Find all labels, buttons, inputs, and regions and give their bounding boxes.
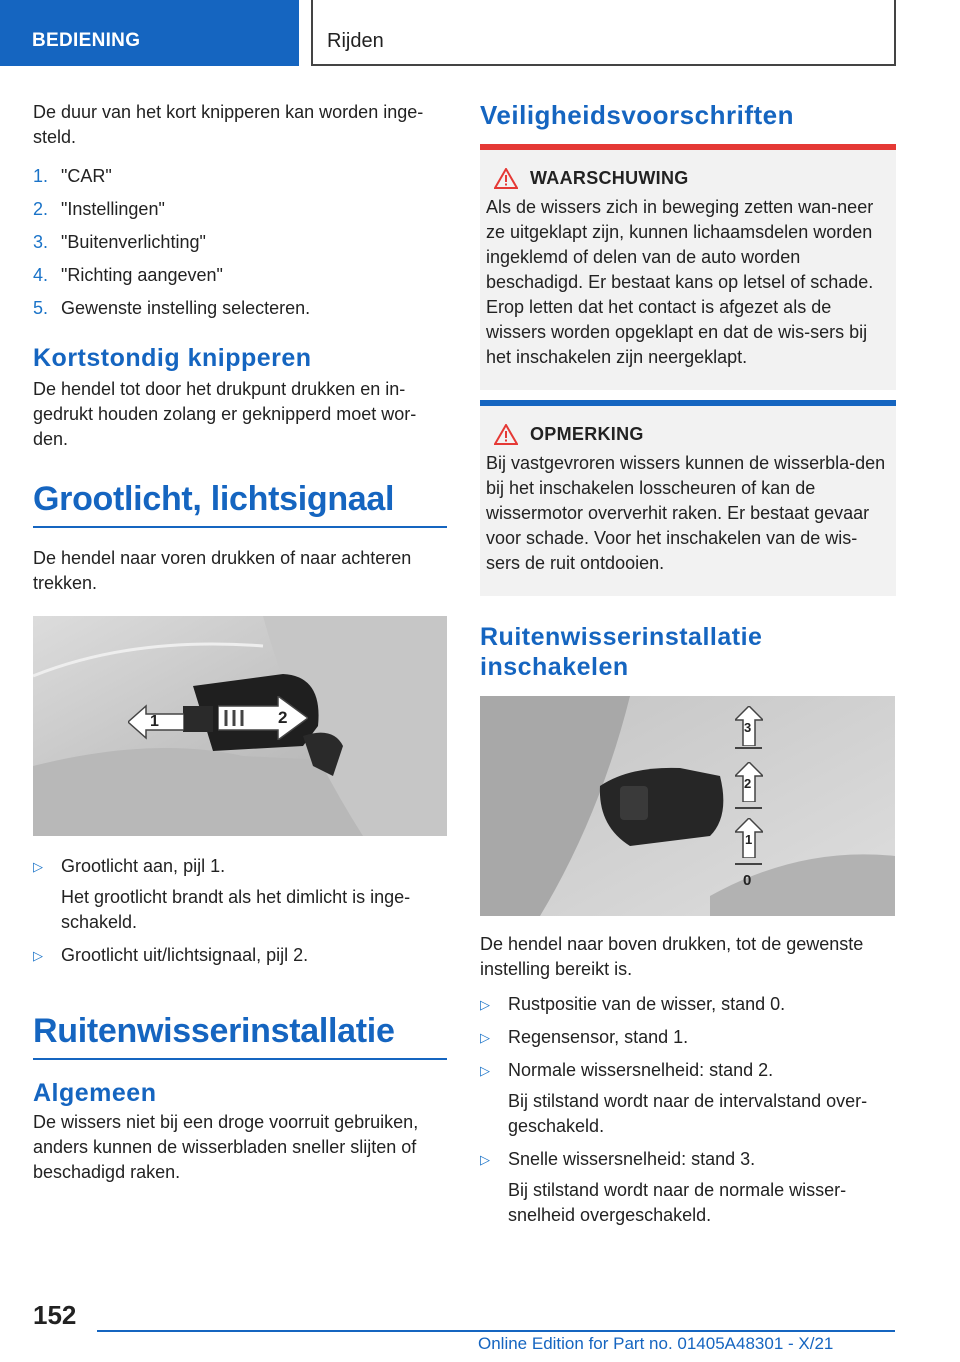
step-number: 1. xyxy=(33,166,49,186)
right-column xyxy=(480,100,896,1236)
groot-heading-block xyxy=(33,478,447,528)
stand-2-label: 2 xyxy=(744,776,752,791)
list-item xyxy=(33,263,447,296)
warning-box xyxy=(480,144,896,390)
stand-2-arrow-icon xyxy=(735,762,763,802)
ruit-heading-block xyxy=(33,1010,447,1060)
step-number: 4. xyxy=(33,265,49,285)
bullet-text: Rustpositie van de wisser, stand 0. xyxy=(508,994,786,1014)
step-text: "Richting aangeven" xyxy=(61,265,223,285)
bullet-text: Snelle wissersnelheid: stand 3. xyxy=(508,1149,756,1169)
arrow-1-icon xyxy=(128,704,184,740)
page-number: 152 xyxy=(33,1300,77,1330)
list-item xyxy=(33,943,447,968)
triangle-bullet-icon: ▷ xyxy=(480,1030,490,1045)
step-number: 5. xyxy=(33,298,49,318)
list-item xyxy=(480,1058,896,1139)
inschakelen-paragraph: De hendel naar boven drukken, tot de gewenste instelling bereikt is. xyxy=(480,934,864,979)
wiper-bullets xyxy=(480,992,896,1228)
step-text: "Buitenverlichting" xyxy=(61,232,206,252)
grootlicht-photo xyxy=(33,616,447,836)
veiligheid-heading: Veiligheidsvoorschriften xyxy=(480,100,794,130)
steps-list xyxy=(33,164,447,329)
groot-heading: Grootlicht, lichtsignaal xyxy=(33,480,395,518)
list-item xyxy=(480,1147,896,1228)
list-item xyxy=(33,230,447,263)
list-item xyxy=(480,992,896,1017)
ruit-heading: Ruitenwisserinstallatie xyxy=(33,1012,395,1050)
left-column xyxy=(33,100,447,1185)
algemeen-paragraph: De wissers niet bij een droge voorruit gebruiken, anders kunnen de wisserbladen sneller slijten of beschadigd raken. xyxy=(33,1112,419,1182)
note-title: OPMERKING xyxy=(530,424,644,444)
inschakelen-heading: Ruitenwisserinstallatie inschakelen xyxy=(480,623,763,681)
step-number: 2. xyxy=(33,199,49,219)
kort-paragraph: De hendel tot door het drukpunt drukken en in-gedrukt houden zolang er geknipperd moet wor-den. xyxy=(33,379,417,449)
arrow-2-icon xyxy=(218,696,308,740)
note-triangle-icon xyxy=(494,424,518,445)
groot-paragraph: De hendel naar voren drukken of naar achteren trekken. xyxy=(33,548,412,593)
warning-triangle-icon xyxy=(494,168,518,189)
note-box xyxy=(480,400,896,596)
section-tab xyxy=(0,0,299,66)
bullet-text: Grootlicht uit/lichtsignaal, pijl 2. xyxy=(61,945,309,965)
triangle-bullet-icon: ▷ xyxy=(33,948,43,963)
warning-title-row xyxy=(494,168,890,189)
list-item xyxy=(33,296,447,329)
stand-3-label: 3 xyxy=(744,720,752,735)
footer-edition: Online Edition for Part no. 01405A48301 - X/21 xyxy=(478,1334,834,1353)
step-text: "Instellingen" xyxy=(61,199,165,219)
arrow-2-label: 2 xyxy=(278,708,288,727)
triangle-bullet-icon: ▷ xyxy=(480,1152,490,1167)
bullet-text: Normale wissersnelheid: stand 2. xyxy=(508,1060,774,1080)
bullet-text: Regensensor, stand 1. xyxy=(508,1027,689,1047)
step-text: Gewenste instelling selecteren. xyxy=(61,298,311,318)
list-item xyxy=(33,854,447,935)
wiper-photo xyxy=(480,696,895,916)
step-number: 3. xyxy=(33,232,49,252)
step-text: "CAR" xyxy=(61,166,112,186)
triangle-bullet-icon: ▷ xyxy=(480,1063,490,1078)
bullet-subtext: Bij stilstand wordt naar de intervalstand over-geschakeld. xyxy=(508,1091,868,1136)
triangle-bullet-icon: ▷ xyxy=(33,859,43,874)
triangle-bullet-icon: ▷ xyxy=(480,997,490,1012)
kort-heading: Kortstondig knipperen xyxy=(33,344,312,372)
chapter-label: Rijden xyxy=(327,30,384,52)
arrow-1-label: 1 xyxy=(150,713,159,730)
stand-3-arrow-icon xyxy=(735,706,763,746)
footer-divider xyxy=(97,1330,895,1332)
intro-paragraph: De duur van het kort knipperen kan worden inge-steld. xyxy=(33,102,424,147)
bullet-subtext: Het grootlicht brandt als het dimlicht is inge-schakeld. xyxy=(61,887,411,932)
warning-title: WAARSCHUWING xyxy=(530,168,689,188)
stand-1-arrow-icon xyxy=(735,818,763,858)
wiper-stalk-illustration xyxy=(480,696,895,916)
bullet-subtext: Bij stilstand wordt naar de normale wisser-snelheid overgeschakeld. xyxy=(508,1180,847,1225)
algemeen-heading: Algemeen xyxy=(33,1079,157,1107)
list-item xyxy=(33,164,447,197)
groot-bullets xyxy=(33,854,447,968)
stand-0-label: 0 xyxy=(743,872,752,889)
warning-text: Als de wissers zich in beweging zetten wan-neer ze uitgeklapt zijn, kunnen lichaamsdelen worden ingeklemd of delen van de auto worden beschadigd. Er bestaat kans op letsel of schade. Erop letten dat het contact is afgezet als de wissers worden opgeklapt en dat de wis-sers bij het inschakelen zijn neergeklapt. xyxy=(486,197,874,367)
section-label: BEDIENING xyxy=(32,30,141,51)
bullet-text: Grootlicht aan, pijl 1. xyxy=(61,856,226,876)
list-item xyxy=(480,1025,896,1050)
chapter-header xyxy=(311,0,896,66)
note-text: Bij vastgevroren wissers kunnen de wisserbla-den bij het inschakelen losscheuren of kan de wissermotor oververhit raken. Er bestaat gevaar voor schade. Voor het inschakelen van de wis-sers de ruit ontdooien. xyxy=(486,453,886,573)
stand-1-label: 1 xyxy=(745,832,753,847)
note-title-row xyxy=(494,424,890,445)
list-item xyxy=(33,197,447,230)
